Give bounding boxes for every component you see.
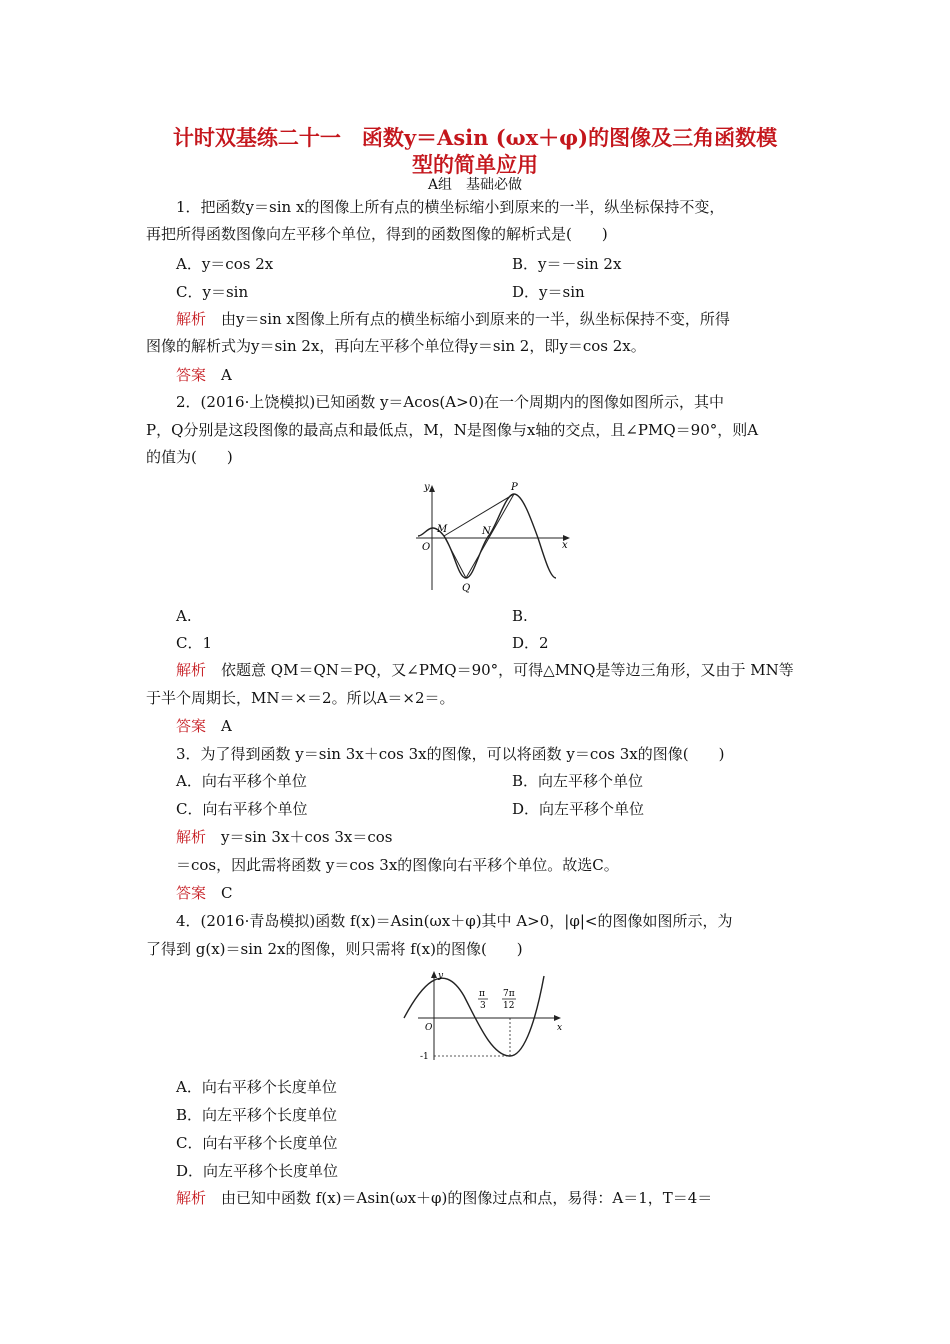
q4-label-o: O	[425, 1023, 433, 1033]
q4-label-3: 3	[480, 1001, 486, 1011]
q2-solution-1	[176, 660, 794, 680]
q4-stem-1: 4．(2016·青岛模拟)函数 f(x)＝Asin(ωx＋φ)其中 A>0，|φ|<的图像如图所示，为	[176, 912, 733, 930]
q1-solution-1	[176, 309, 730, 329]
q3-answer-value: C	[206, 884, 233, 902]
q4-sine-curve	[404, 976, 544, 1056]
q2-label-y: y	[424, 482, 430, 493]
q3-stem-1: 3．为了得到函数 y＝sin 3x＋cos 3x的图像，可以将函数 y＝cos 3x的图像( )	[176, 745, 725, 763]
q2-option-b: B.	[512, 607, 528, 625]
q2-label-q: Q	[462, 583, 471, 594]
q4-label-y: y	[438, 971, 444, 981]
q2-stem-3: 的值为( )	[146, 448, 233, 466]
q3-answer-label: 答案	[176, 884, 207, 902]
q4-option-d: D．向左平移个长度单位	[176, 1162, 339, 1180]
q1-answer-value: A	[206, 366, 232, 384]
q2-option-a: A.	[176, 607, 192, 625]
q1-solution-label: 解析	[176, 310, 207, 328]
q1-option-a: A．y＝cos 2x	[176, 255, 274, 273]
q4-label-12: 12	[503, 1001, 515, 1011]
q2-solution-text-1: 依题意 QM＝QN＝PQ，又∠PMQ＝90°，可得△MNQ是等边三角形，又由于 MN等	[206, 661, 794, 679]
q3-option-d: D．向左平移个单位	[512, 800, 645, 818]
q2-answer	[176, 716, 232, 736]
q2-option-d: D．2	[512, 634, 549, 652]
q1-option-b: B．y＝－sin 2x	[512, 255, 622, 273]
q2-stem-2: P，Q分别是这段图像的最高点和最低点，M，N是图像与x轴的交点，且∠PMQ＝90°，则A	[146, 421, 759, 439]
q2-option-c: C．1	[176, 634, 213, 652]
q3-solution-1	[176, 827, 392, 847]
q4-option-a: A．向右平移个长度单位	[176, 1078, 337, 1096]
q4-label-neg1: -1	[420, 1052, 429, 1062]
q4-x-arrow	[554, 1015, 561, 1021]
q3-answer	[176, 883, 233, 903]
q4-option-b: B．向左平移个长度单位	[176, 1106, 338, 1124]
q3-option-c: C．向右平移个单位	[176, 800, 308, 818]
q2-segment-mp	[444, 494, 514, 536]
q4-option-c: C．向右平移个长度单位	[176, 1134, 338, 1152]
q1-option-d: D．y＝sin	[512, 283, 585, 301]
q4-y-arrow	[431, 971, 437, 978]
q1-stem-1: 1．把函数y＝sin x的图像上所有点的横坐标缩小到原来的一半，纵坐标保持不变，	[176, 198, 725, 216]
q3-solution-2: ＝cos，因此需将函数 y＝cos 3x的图像向右平移个单位。故选C。	[176, 856, 619, 874]
q2-segment-mq	[444, 536, 466, 578]
q4-label-7pi: 7π	[503, 989, 515, 999]
q2-label-n: N	[482, 526, 491, 537]
q1-solution-text-1: 由y＝sin x图像上所有点的横坐标缩小到原来的一半，纵坐标保持不变，所得	[206, 310, 730, 328]
q1-solution-2: 图像的解析式为y＝sin 2x，再向左平移个单位得y＝sin 2，即y＝cos 2x。	[146, 337, 646, 355]
q2-solution-2: 于半个周期长，MN＝×＝2。所以A＝×2＝。	[146, 689, 455, 707]
q2-solution-label: 解析	[176, 661, 207, 679]
q2-answer-value: A	[206, 717, 232, 735]
q4-solution-1	[176, 1188, 712, 1208]
q2-stem-1: 2．(2016·上饶模拟)已知函数 y＝Acos(A>0)在一个周期内的图像如图所示，其中	[176, 393, 725, 411]
q2-figure	[410, 478, 580, 598]
q4-solution-text-1: 由已知中函数 f(x)＝Asin(ωx＋φ)的图像过点和点，易得：A＝1，T＝4＝	[206, 1189, 713, 1207]
q1-stem-2: 再把所得函数图像向左平移个单位，得到的函数图像的解析式是( )	[146, 225, 608, 243]
q2-label-o: O	[422, 542, 431, 553]
q2-label-x: x	[562, 540, 568, 551]
q4-stem-2: 了得到 g(x)＝sin 2x的图像，则只需将 f(x)的图像( )	[146, 940, 523, 958]
q2-label-p: P	[511, 482, 518, 493]
q3-option-a: A．向右平移个单位	[176, 772, 307, 790]
q4-solution-label: 解析	[176, 1189, 207, 1207]
q3-solution-label: 解析	[176, 828, 207, 846]
q1-answer	[176, 365, 232, 385]
q1-option-c: C．y＝sin	[176, 283, 249, 301]
q2-answer-label: 答案	[176, 717, 207, 735]
q4-figure	[398, 968, 573, 1064]
q3-solution-text-1: y＝sin 3x＋cos 3x＝cos	[206, 828, 393, 846]
q1-answer-label: 答案	[176, 366, 207, 384]
title-line-1: 计时双基练二十一 函数y＝Asin (ωx＋φ)的图像及三角函数模	[172, 125, 778, 150]
title-line-2: 型的简单应用	[412, 152, 538, 177]
page-title	[140, 124, 810, 178]
q3-option-b: B．向左平移个单位	[512, 772, 644, 790]
q2-label-m: M	[437, 524, 448, 535]
q4-label-x: x	[557, 1023, 563, 1033]
q2-y-arrow	[429, 485, 435, 492]
group-heading: A组 基础必做	[427, 177, 523, 193]
q4-label-pi: π	[479, 989, 485, 999]
